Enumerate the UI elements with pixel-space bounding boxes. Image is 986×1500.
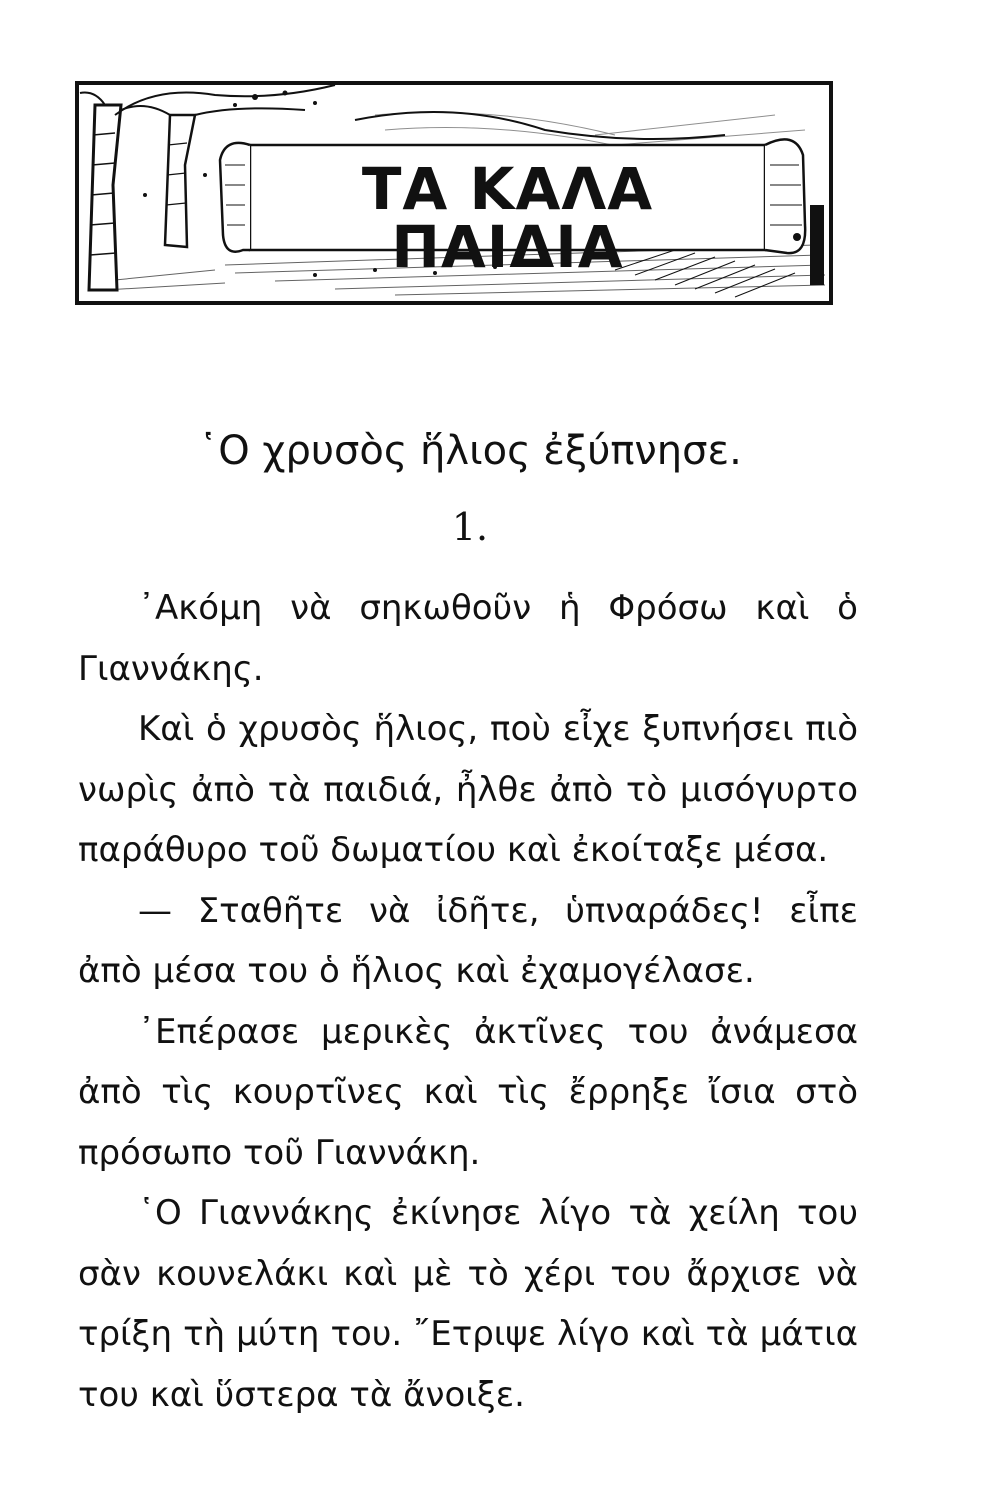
paragraph: ῾Ο Γιαννάκης ἐκίνησε λίγο τὰ χείλη του σὰν κουνελάκι καὶ μὲ τὸ χέρι του ἄρχισε νὰ τρίξη τὴ μύτη του. ῎Ετριψε λίγο καὶ τὰ μάτια του καὶ ὕστερα τὰ ἄνοιξε. — [78, 1193, 858, 1415]
story-heading: ῾Ο χρυσὸς ἥλιος ἐξύπνησε. — [198, 428, 742, 474]
banner-title: ΤΑ ΚΑΛΑ ΠΑΙΔΙΑ — [361, 155, 654, 281]
chapter-number: 1. — [451, 505, 489, 549]
story-body — [78, 578, 858, 1425]
paragraph: ᾿Επέρασε μερικὲς ἀκτῖνες του ἀνάμεσα ἀπὸ τὶς κουρτῖνες καὶ τὶς ἔρρηξε ἴσια στὸ πρόσωπο τοῦ Γιαννάκη. — [78, 1011, 858, 1173]
paragraph: ᾿Ακόμη νὰ σηκωθοῦν ἡ Φρόσω καὶ ὁ Γιαννάκης. — [78, 588, 858, 689]
chapter-banner-illustration — [75, 75, 835, 305]
paragraph: Καὶ ὁ χρυσὸς ἥλιος, ποὺ εἶχε ξυπνήσει πιὸ νωρὶς ἀπὸ τὰ παιδιά, ἦλθε ἀπὸ τὸ μισόγυρτο παράθυρο τοῦ δωματίου καὶ ἐκοίταξε μέσα. — [78, 709, 858, 870]
paragraph: — Σταθῆτε νὰ ἰδῆτε, ὑπναράδες! εἶπε ἀπὸ μέσα του ὁ ἥλιος καὶ ἐχαμογέλασε. — [78, 890, 858, 991]
